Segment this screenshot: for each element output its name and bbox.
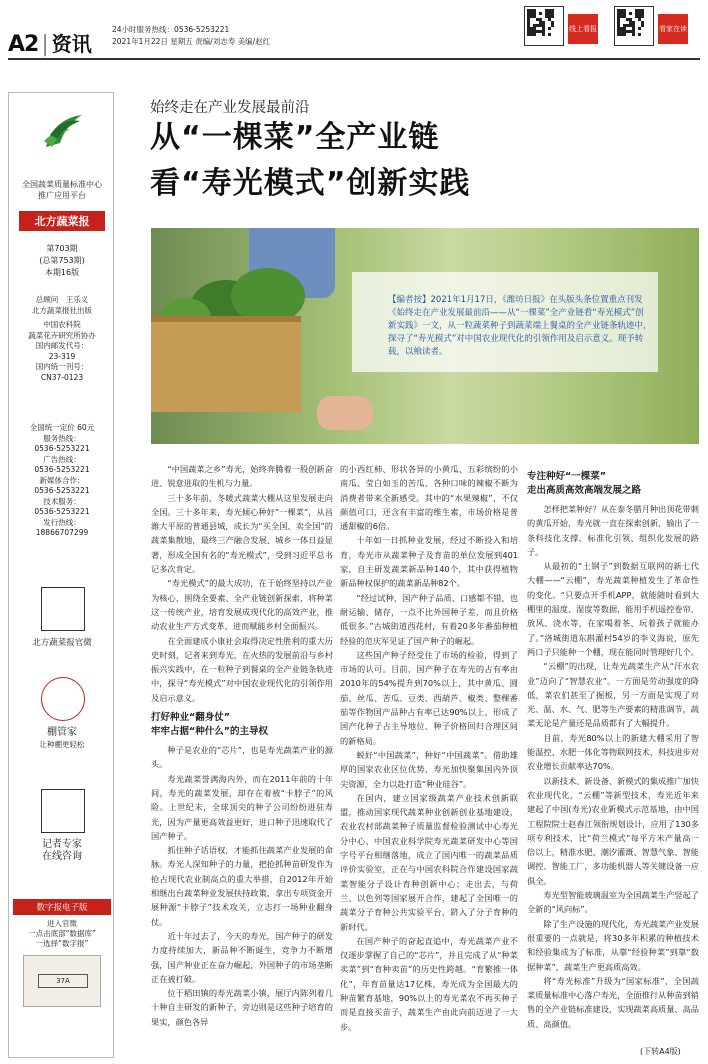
org-line: 全国蔬菜质量标准中心: [22, 180, 102, 189]
qr-code-icon[interactable]: [41, 587, 85, 631]
search-code-box: 37A: [38, 974, 88, 988]
paragraph: 十年如一日抓种业发展，经过不断投入和培育，寿光市从蔬菜种子及育苗的单位发展到401家，自主研发蔬菜新品种140个，其中获得植物新品种权保护的蔬菜新品种82个。: [340, 535, 518, 589]
hand-shape: [317, 396, 373, 430]
qr-side-label-2: [658, 14, 688, 44]
paragraph: 将“寿光标准”升级为“国家标准”，全国蔬菜质量标准中心落户寿光，全面推行从种苗到销售的全产业链标准建设，实现蔬菜高质量、高品质、高颜值。: [527, 975, 699, 1029]
paragraph: 寿光蔬菜誉满海内外，而在2011年前的十年间，寿光的蔬菜发展，却存在着被“卡脖子”的风险。上世纪末，全球顶尖的种子公司纷纷进驻寿光，因为产量更高效益更好，进口种子迅速取代了国产种子。: [151, 773, 333, 841]
qr-label-2: 看家在读: [659, 25, 687, 33]
article-kicker: 始终走在产业发展最前沿: [150, 100, 310, 116]
info-line: 中国农科院: [43, 320, 81, 329]
qr-caption: [9, 727, 115, 751]
paragraph: 从最初的“土钢子”到数据互联网的新七代大棚——“云棚”，寿光蔬菜种植发生了革命性的变化。“只要点开手机APP，就能随时看到大棚里的温度、湿度等数据，能用手机遥控卷帘、放风、浇水等，在家喝着茶、玩着孩子就能办了。”洛城街道东斟灌村54岁的李义海说，原先两口子只能种一个棚，现在能同时管理好几个。: [527, 561, 699, 657]
paragraph: 寿光型智能玻璃温室为全国蔬菜生产竖起了全新的“风向标”。: [527, 890, 699, 915]
editor-note: [352, 272, 658, 372]
headline-line-2: 看“寿光模式”创新实践: [150, 166, 471, 201]
paragraph: “寿光模式”的最大成功，在于始终坚持以产业为核心，围绕全要素、全产业链创新探索，将种菜这一传统产业，培育发展成现代化的高效产业，推动农业生产方式变革，进而赋能乡村全面振兴。: [151, 578, 333, 632]
info-line: 北方蔬菜报社出版: [32, 305, 92, 315]
phone-screenshot: [23, 955, 101, 1007]
article-column-2: [340, 462, 518, 1060]
price-line: 0536-5253221: [34, 465, 90, 474]
qr-caption: [9, 637, 115, 649]
paragraph: 近十年过去了，今天的寿光，国产种子的研发力度持续加大，新品种不断诞生，竞争力不断增强，国产种业正在奋力崛起，外国种子的市场垄断正在被打破。: [151, 930, 333, 984]
price-line: 18866707299: [35, 528, 89, 537]
publisher-info: [9, 295, 115, 383]
paragraph: 在全面建成小康社会取得决定性胜利的重大历史时刻，记者来到寿光，在火热的发展前沿与乡村振兴实践中，在一粒种子到餐桌的全产业链条轨迹中，探寻“寿光模式”对中国农业现代化的引领作用及启示意义。: [151, 635, 333, 703]
issue-line: 本期16版: [44, 268, 80, 277]
qr-caption-line: 北方蔬菜报官微: [32, 638, 92, 648]
info-line: 总顾问 王乐义: [35, 295, 89, 304]
price-line: 技术服务：: [43, 496, 81, 506]
paragraph: 这些国产种子经受住了市场的检验，得到了市场的认可。目前，国产种子在寿光的占有率由2010年的54%提升到70%以上，其中黄瓜、圆茄、丝瓜、苦瓜、豆类、西葫芦、椒类、整棵番茄等作物国产品种占有率已达90%以上，形成了国产化种子占主导地位、种子价格回归合理区间的新格局。: [340, 649, 518, 746]
paragraph: 在国内，建立国家级蔬菜产业技术创新联盟，推动国家现代蔬菜种业创新创业基地建设，农业农村部蔬菜种子质量监督检验测试中心寿光分中心、中国农业科学院寿光蔬菜研发中心等国字号平台相继落地，成立了国内唯一的蔬菜品质评价实验室，正在与中国农科院合作建设国家蔬菜智能分子设计育种创新中心；走出去，与荷兰、以色列等国家展开合作，建起了全国唯一的蔬菜分子育种公共实验平台，跻入了分子育种的新时代。: [340, 792, 518, 932]
article-column-3: [527, 462, 699, 1060]
hotline: 24小时服务热线：0536-5253221: [112, 25, 230, 34]
info-line: 23-319: [48, 351, 76, 361]
step-line: 进入官微: [47, 919, 77, 928]
issue-info: [9, 243, 115, 279]
paragraph: 抓住种子话语权，才能抓住蔬菜产业发展的命脉。寿光人深知种子的力量，把抢抓种苗研发作为抢占现代农业制高点的重大举措，自2012年开始相继出台蔬菜种业发展扶持政策，拿出专项资金开展种源“卡脖子”技术攻关，立志打一场种业翻身仗。: [151, 845, 333, 927]
qr-caption: [9, 839, 115, 863]
qr-caption-line: 棚管家: [47, 727, 77, 738]
issue-line: 第703期: [46, 244, 78, 253]
digital-edition-banner[interactable]: 数字报电子版: [13, 899, 111, 915]
digital-steps: [9, 919, 115, 949]
headline-line-1: 从“一棵菜”全产业链: [150, 120, 440, 155]
info-line: CN37-0123: [40, 372, 84, 382]
paragraph: 蜕好“中国蔬菜”，种好“中国蔬菜”。借助雄厚的国家农业区位优势，寿光加快聚集国内外顶尖资源，全力以赴打造“种业硅谷”。: [340, 749, 518, 789]
issue-line: (总第753期): [39, 256, 85, 265]
paragraph: “经过试种，国产种子品质、口感都不错，也耐运输、储存，一点不比外国种子差，而且价格低很多。”古城街道西花村，有着20多年番茄种植经验的范庆军见证了国产种子的崛起。: [340, 592, 518, 646]
crate-shape: [151, 316, 301, 412]
paragraph: 以新技术、新设备、新模式的集成推广加快农业现代化，“云棚”等新型技术，寿光近年来建起了中国(寿光)农业新模式示范基地，由中国工程院院士赵春江领衔规划设计，应用了130多项专利技术，比“荷兰模式”每平方米产量高一倍以上，精准水肥、潮汐灌溉、智慧气象、智能调控、智能工厂，多功能机器人等关键设备一应俱全。: [527, 775, 699, 886]
article-column-1: [151, 462, 333, 1060]
paragraph: 除了生产设施的现代化，寿光蔬菜产业发展很重要的一点就是，将30多年积累的种植技术和经验集成为了标准，从靠“经验种菜”到靠“数据种菜”，蔬菜生产更高质高效。: [527, 918, 699, 972]
paper-name-banner: 北方蔬菜报: [19, 211, 105, 231]
price-line: 广告热线：: [43, 454, 81, 464]
dateline: 2021年1月22日 星期五 责编/刘志寿 美编/赵红: [112, 37, 271, 46]
header-meta: [112, 24, 270, 48]
price-line: 0536-5253221: [34, 486, 90, 495]
paragraph: 的小西红柿、形状各异的小黄瓜、五彩缤纷的小南瓜、莹白如玉的苦瓜、各种口味的辣椒不断为消费者带来全新感受。其中的“水果辣椒”，不仅颜值可口，还含有丰富的维生素，市场价格是普通甜椒的6倍。: [340, 464, 518, 532]
price-line: 服务热线：: [43, 433, 81, 443]
page-header: [0, 0, 708, 64]
paragraph: 在国产种子的奋起直追中，寿光蔬菜产业不仅逐步掌握了自己的“芯片”，并且完成了从“种菜卖菜”到“育种卖苗”的历史性跨越。“育繁推一体化”，年育苗量达17亿株，寿光成为全国最大的种苗繁育基地，90%以上的寿光菜农不再买种子而是直接买苗子，蔬菜生产由此向前迈进了一大步。: [340, 935, 518, 1032]
continued-note: (下转A4版): [640, 1047, 681, 1056]
org-line: 推广应用平台: [38, 191, 86, 200]
info-line: 蔬菜花卉研究所协办: [28, 330, 96, 340]
leaf-logo-icon: [40, 111, 86, 151]
editor-note-text: 2021年1月17日，《潍坊日报》在头版头条位置重点刊发《始终走在产业发展最前沿——从“一棵菜”全产业链看“寿光模式”创新实践》一文，从一粒蔬菜种子到蔬菜端上餐桌的全产业链条轨迹中，探寻了“寿光模式”对中国农业现代化的引领作用及启示意义。现予转载，以飨读者。: [388, 295, 652, 357]
section-name: 资讯: [51, 32, 92, 56]
info-line: 国内邮发代号：: [35, 341, 89, 350]
paragraph: “中国蔬菜之乡”寿光，始终奔腾着一股创新奋进、锐意进取的生机与力量。: [151, 464, 333, 489]
section-badge: A2 | 资讯: [8, 28, 92, 56]
sidebar: [8, 92, 114, 1058]
paragraph: “云棚”的出现，让寿光蔬菜生产从“汗水农业”迈向了“智慧农业”。一方面是劳动强度的降低，菜农们甚至了掘板，另一方面是实现了对光、温、水、气、肥等生产要素的精准调节，蔬菜无论是产量还是品质都有了大幅提升。: [527, 661, 699, 729]
subheading: 专注种好“一棵菜” 走出高质高效高端发展之路: [527, 471, 642, 496]
qr-code-icon[interactable]: [41, 789, 85, 833]
step-line: 一选择“数字报”: [35, 939, 89, 948]
paragraph: 怎样把菜种好？从在泰冬腊月种出顶花带刺的黄瓜开始，寿光就一直在探索创新，输出了一条科技化支撑、标准化引领、组织化发展的路子。: [527, 504, 699, 557]
org-name: [9, 179, 115, 201]
qr-caption-line: 让种棚更轻松: [39, 740, 85, 749]
price-line: 0536-5253221: [34, 507, 90, 516]
price-line: 全国统一定价 60元: [29, 423, 95, 432]
editor-note-tag: 【编者按】: [388, 295, 431, 305]
qr-label-1: 线上看报: [569, 25, 597, 33]
qr-caption-line: 在线咨询: [42, 851, 82, 862]
qr-caption-line: 记者专家: [42, 839, 82, 850]
paragraph: 三十多年前，冬暖式蔬菜大棚从这里发展走向全国。三十多年来，寿光倾心种好“一棵菜”，从昌潍大平原的普通县城，成长为“买全国、卖全国”的蔬菜集散地，最终三产融合发展、城乡一体日益显著，形成全国有名的“寿光模式”，受到习近平总书记多次肯定。: [151, 492, 333, 575]
qr-code-icon[interactable]: [41, 677, 85, 721]
qr-code-icon[interactable]: [524, 6, 564, 46]
subheading: 打好种业“翻身仗” 牢牢占据“种什么”的主导权: [151, 712, 268, 738]
qr-side-label-1: [568, 14, 598, 44]
paragraph: 种子是农业的“芯片”，也是寿光蔬菜产业的源头。: [151, 745, 333, 770]
header-rule: [8, 58, 700, 60]
page-number: A2: [8, 32, 39, 57]
paragraph: 位于稻田镇的寿光蔬菜小镇，展厅内陈列着几十种自主研发的新种子，旁边则是这些种子培育的果实，颜色各异: [151, 988, 333, 1027]
step-line: 一点击底部“数据库”: [28, 929, 96, 938]
qr-code-icon[interactable]: [614, 6, 654, 46]
info-line: 国内统一刊号：: [35, 362, 89, 371]
paragraph: 目前，寿光80%以上的新建大棚采用了智能温控、水肥一体化等物联网技术，科技进步对农业增长贡献率达70%。: [527, 732, 699, 772]
price-line: 发行热线：: [43, 517, 81, 527]
price-line: 新媒体合作：: [39, 475, 85, 485]
price-line: 0536-5253221: [34, 444, 90, 453]
contact-info: [9, 423, 115, 539]
